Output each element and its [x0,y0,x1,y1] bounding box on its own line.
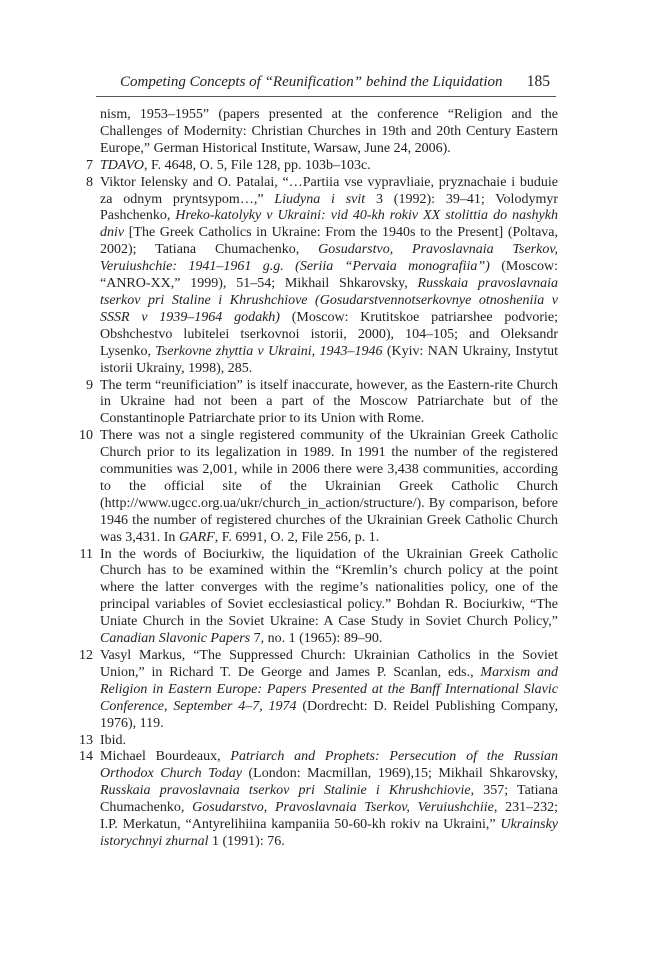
endnote [73,733,558,750]
endnote [73,428,558,546]
endnote-italic-text: Ukrainsky istorychnyi zhurnal [100,817,558,849]
endnote-italic-text: Gosudarstvo, Pravoslavnaia Tserkov, Veruiushchie: 1941–1961 g.g. (Seriia “Pervaia monografiia”) [100,242,558,275]
endnote-italic-text: Russkaia pravoslavnaia tserkov pri Staline i Khrushchiove (Gosudarstvennotserkovnye otnosheniia v SSSR v 1939–1964 godakh) [100,276,558,325]
endnote-text: (Moscow: Krutitskoe patriarshee podvorie; Obshchestvo lubitelei tserkovnoi istorii, 2000), 104–105; and Oleksandr Lysenko, [100,309,558,359]
endnote-number: 10 [79,428,93,444]
endnote-text: The term “reunificiation” is itself inaccurate, however, as the Eastern-rite Church in Ukraine had not been a part of the Moscow Patriarchate but of the Constantinople Patriarchate prior to its Union with Rome. [100,377,558,427]
endnote-number: 14 [79,749,93,765]
endnote-text: (London: Macmillan, 1969),15; Mikhail Shkarovsky, [241,766,559,782]
endnote [73,648,558,733]
endnote-text: Viktor Ielensky and O. Patalai, “…Partiia vse vypravliaie, pryznachaie i buduie za odnym pryntsypom…,” [100,174,558,207]
page-number: 185 [526,73,550,90]
endnote-text: , F. 6991, O. 2, File 256, p. 1. [214,529,380,545]
endnote-italic-text: Gosudarstvo, Pravoslavnaia Tserkov, Veruiushchiie [192,800,494,816]
endnote [73,378,558,429]
endnote-text: (Dordrecht: D. Reidel Publishing Company, 1976), 119. [100,698,558,731]
endnote-number: 9 [86,377,93,393]
endnote-italic-text: Russkaia pravoslavnaia tserkov pri Stalinie i Khrushchiovie [100,783,471,799]
endnotes-list [73,107,558,851]
endnote-text: , 357; Tatiana Chumachenko, [100,783,558,816]
endnote-italic-text: Liudyna i svit [274,191,366,207]
endnote [73,749,558,850]
endnote-number: 11 [79,546,93,562]
endnote-text: (Kyiv: NAN Ukrainy, Instytut istorii Ukrainy, 1998), 285. [100,343,558,376]
endnote-italic-text: Hreko-katolyky v Ukraini: vid 40-kh rokiv XX stolittia do nashykh dniv [100,208,558,241]
endnote-text: In the words of Bociurkiw, the liquidation of the Ukrainian Greek Catholic Church has to be examined within the “Kremlin’s church policy at the point where the latter converges with the regime’s nationalities policy, one of the principal variables of Soviet ecclesiastical policy.” Bohdan R. Bociurkiw, “The Uniate Church in the Soviet Ukraine: A Case Study in Soviet Church Policy,” [100,546,558,630]
endnote-text: 3 (1992): 39–41; Volodymyr Pashchenko, [100,191,559,224]
endnote-text: 1 (1991): 76. [208,833,285,849]
endnote-text: 7, no. 1 (1965): 89–90. [250,631,383,647]
endnote-text: Vasyl Markus, “The Suppressed Church: Ukrainian Catholics in the Soviet Union,” in Richard T. De George and James P. Scanlan, eds., [100,648,558,680]
endnote-number: 7 [86,157,93,173]
endnote-italic-text: Patriarch and Prophets: Persecution of the Russian Orthodox Church Today [100,749,558,782]
endnote-italic-text: GARF [178,529,215,545]
endnote-italic-text: TDAVO [100,157,144,173]
endnote-italic-text: Canadian Slavonic Papers [100,631,251,647]
running-title: Competing Concepts of “Reunification” behind the Liquidation [120,74,503,90]
endnote-text: [The Greek Catholics in Ukraine: From the 1940s to the Present] (Poltava, 2002); Tatiana Chumachenko, [100,225,558,258]
running-header [96,66,556,97]
endnote [73,547,558,648]
endnote-italic-text: Marxism and Religion in Eastern Europe: Papers Presented at the Banff International Slavic Conference, September 4–7, 1974 [100,664,558,714]
endnote-text: , 231–232; I.P. Merkatun, “Antyrelihiina kampaniia 50-60-kh rokiv na Ukraini,” [100,800,559,833]
endnote [73,158,558,175]
endnote [73,175,558,378]
endnote-text: Ibid. [100,732,127,748]
endnote [73,107,558,158]
endnote-text: , F. 4648, O. 5, File 128, pp. 103b–103c. [144,157,371,173]
endnote-number: 12 [79,648,93,663]
endnote-text: There was not a single registered community of the Ukrainian Greek Catholic Church prior to its legalization in 1989. In 1991 the number of the registered communities was 2,001, while in 2006 there were 3,438 communities, according to the official site of the Ukrainian Greek Catholic Church (http://www.ugcc.org.ua/ukr/church_in_action/structure/). By comparison, before 1946 the number of registered churches of the Ukrainian Greek Catholic Church was 3,431. In [100,428,558,545]
endnote-text: (Moscow: “ANRO-XX,” 1999), 51–54; Mikhail Shkarovsky, [100,259,558,292]
endnote-number: 13 [79,732,93,748]
endnote-number: 8 [86,174,93,190]
endnote-italic-text: Tserkovne zhyttia v Ukraini, 1943–1946 [155,343,383,359]
endnote-text: nism, 1953–1955” (papers presented at the conference “Religion and the Challenges of Modernity: Christian Churches in 19th and 20th Century Eastern Europe,” German Historical Institute, Warsaw, June 24, 2006). [100,107,558,156]
endnote-text: Michael Bourdeaux, [100,749,231,765]
